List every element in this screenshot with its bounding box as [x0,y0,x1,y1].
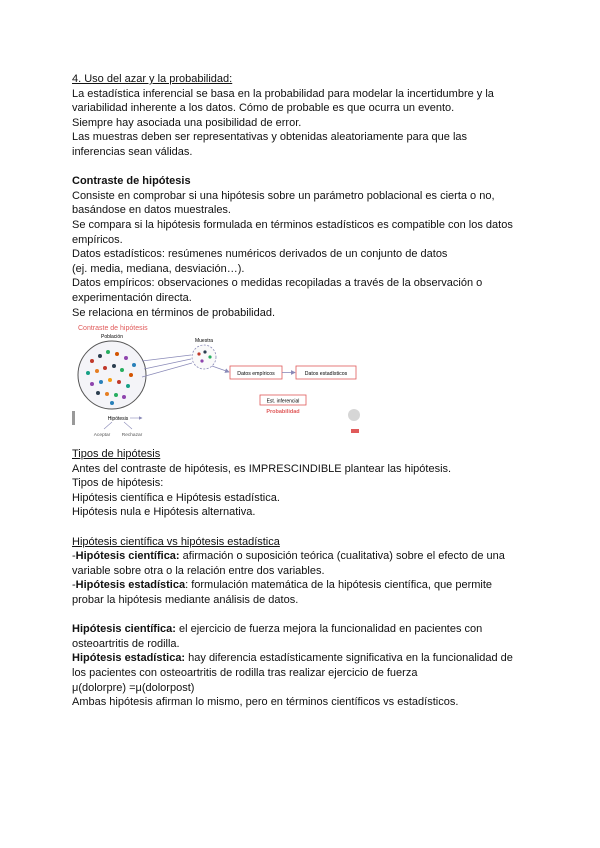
sample-circle [192,345,216,369]
paragraph-line: Antes del contraste de hipótesis, es IMPRESCINDIBLE plantear las hipótesis. [72,462,452,475]
paragraph-line: Se compara si la hipótesis formulada en términos estadísticos es compatible con los datos [72,218,513,231]
definition-line [72,549,532,564]
term-cientifica: Hipótesis científica: [72,623,176,636]
connector-line [142,355,191,361]
poblacion-label: Población [101,334,123,341]
paragraph-line: Datos estadísticos: resúmenes numéricos derivados de un conjunto de datos [72,248,448,261]
paragraph-line: Se relaciona en términos de probabilidad. [72,306,276,319]
hipotesis-label: Hipótesis [107,416,129,423]
term-cientifica: Hipótesis científica: [75,550,180,563]
section-heading-azar: 4. Uso del azar y la probabilidad: [72,73,233,85]
bullet-dash: - [72,550,76,563]
example-line [72,622,532,637]
paragraph-line: variabilidad inherente a los datos. Cómo de probable es que ocurra un evento. [72,102,455,115]
example-line [72,651,532,666]
section-heading-tipos: Tipos de hipótesis [72,448,161,461]
paragraph-line: Hipótesis científica e Hipótesis estadística. [72,491,280,504]
document-page [72,72,532,710]
datos-empiricos-label: Datos empíricos [237,371,275,378]
term-estadistica: Hipótesis estadística [75,579,186,592]
definition-text: afirmación o suposición teórica (cualitativa) sobre el efecto de una [179,550,505,563]
contraste-diagram [72,321,364,439]
muestra-label: Muestra [194,338,214,345]
section-heading-vs: Hipótesis científica vs hipótesis estadística [72,535,280,548]
paragraph-line: variable sobre otra o la relación entre dos variables. [72,564,325,577]
conclusion-line: Ambas hipótesis afirman lo mismo, pero en términos científicos vs estadísticos. [72,696,459,709]
paragraph-line: experimentación directa. [72,291,192,304]
paragraph-line: inferencias sean válidas. [72,145,193,158]
paragraph-line: (ej. media, mediana, desviación…). [72,262,245,275]
paragraph-line: osteoartritis de rodilla. [72,637,180,650]
connector-line [142,363,192,377]
next-slide-icon [348,409,360,421]
connector-line [144,359,191,369]
datos-estadisticos-label: Datos estadísticos [304,371,348,378]
arrow-line [212,366,229,372]
population-circle [78,341,146,409]
paragraph-line: Tipos de hipótesis: [72,477,164,490]
probabilidad-label: Probabilidad [266,409,300,416]
paragraph-line: los pacientes con osteoartritis de rodilla tras realizar ejercicio de fuerza [72,667,418,679]
paragraph-line: Hipótesis nula e Hipótesis alternativa. [72,506,256,519]
aceptar-label: Aceptar [93,433,111,439]
term-estadistica: Hipótesis estadística: [72,652,186,665]
paragraph-line: Las muestras deben ser representativas y obtenidas aleatoriamente para que las [72,131,468,144]
paragraph-line: La estadística inferencial se basa en la probabilidad para modelar la incertidumbre y la [72,87,494,100]
bullet-dash: - [72,579,76,592]
left-scroll-bar [72,411,75,425]
est-inferencial-label: Est. inferencial [266,398,300,405]
section-heading-contraste: Contraste de hipótesis [72,175,191,188]
paragraph-line: empíricos. [72,233,123,246]
slide-marker [351,429,359,433]
formula-line: μ(dolorpre) =μ(dolorpost) [72,681,195,694]
example-text: hay diferencia estadísticamente significativa en la funcionalidad de [185,652,513,665]
paragraph-line: basándose en datos muestrales. [72,204,231,217]
diagram-title: Contraste de hipótesis [78,325,148,333]
paragraph-line: Datos empíricos: observaciones o medidas recopiladas a través de la observación o [72,277,483,290]
connector-line [104,422,112,429]
definition-line [72,578,532,593]
paragraph-line: Consiste en comprobar si una hipótesis sobre un parámetro poblacional es cierta o no, [72,189,495,202]
example-text: el ejercicio de fuerza mejora la funcionalidad en pacientes con [175,623,483,636]
definition-text: : formulación matemática de la hipótesis científica, que permite [185,579,493,592]
connector-line [124,422,132,429]
rechazar-label: Rechazar [121,433,143,439]
paragraph-line: Siempre hay asociada una posibilidad de error. [72,116,302,129]
paragraph-line: probar la hipótesis mediante análisis de datos. [72,594,299,607]
